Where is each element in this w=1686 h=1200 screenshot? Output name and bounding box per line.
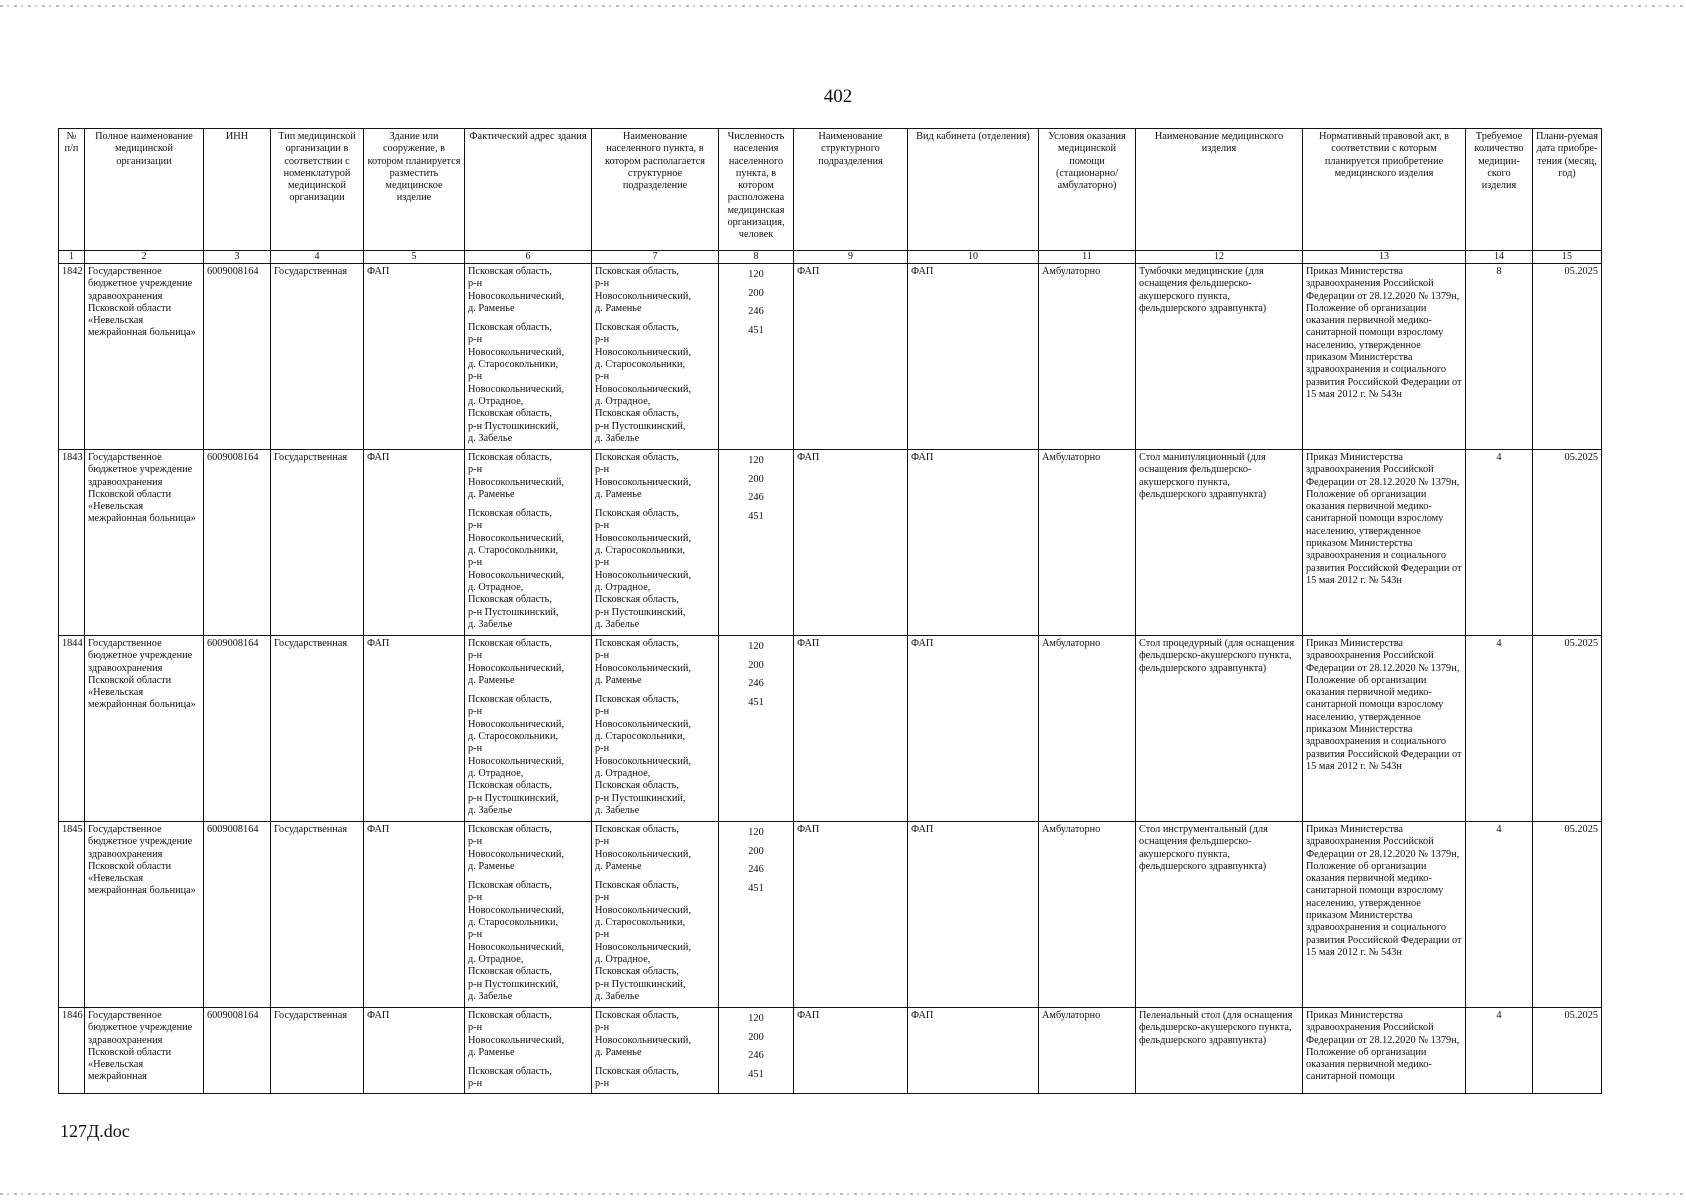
settlement-line: Псковская область, р-н Новосокольнический, д. Старосокольники, р-н Новосокольнический, д. Отрадное, Псковская область, р-н Пустошкинский, д. Забелье	[595, 880, 692, 1002]
settlement-cell	[592, 822, 719, 1008]
org-name: Государственное бюджетное учреждение здравоохранения Псковской области «Невельская межрайонная больница»	[85, 822, 204, 1008]
header-cell: Наименование населенного пункта, в котором располагается структурное подразделение	[592, 129, 719, 251]
population: 120 200 246 451	[719, 636, 794, 822]
address-cell	[465, 1008, 592, 1094]
header-cell: Наименование структурного подразделения	[794, 129, 908, 251]
quantity: 4	[1466, 636, 1533, 822]
column-number: 7	[592, 251, 719, 264]
structural-unit: ФАП	[794, 636, 908, 822]
org-name: Государственное бюджетное учреждение здравоохранения Псковской области «Невельская межрайонная	[85, 1008, 204, 1094]
care-conditions: Амбулаторно	[1039, 264, 1136, 450]
column-number: 11	[1039, 251, 1136, 264]
care-conditions: Амбулаторно	[1039, 450, 1136, 636]
header-cell: Наименование медицинского изделия	[1136, 129, 1303, 251]
settlement-cell	[592, 264, 719, 450]
legal-act: Приказ Министерства здравоохранения Российской Федерации от 28.12.2020 № 1379н, Положение об организации оказания первичной медико-санитарной помощи	[1303, 1008, 1466, 1094]
population: 120 200 246 451	[719, 450, 794, 636]
address-cell	[465, 636, 592, 822]
inn: 6009008164	[204, 636, 271, 822]
cabinet-type: ФАП	[908, 264, 1039, 450]
table-row	[59, 1008, 1602, 1094]
header-cell: Условия оказания медицинской помощи (стационарно/ амбулаторно)	[1039, 129, 1136, 251]
footer-filename: 127Д.doc	[60, 1121, 130, 1141]
address-line: Псковская область, р-н Новосокольнический, д. Старосокольники, р-н Новосокольнический, д. Отрадное, Псковская область, р-н Пустошкинский, д. Забелье	[468, 880, 565, 1002]
header-cell: Полное наименование медицинской организации	[85, 129, 204, 251]
cabinet-type: ФАП	[908, 1008, 1039, 1094]
quantity: 4	[1466, 450, 1533, 636]
column-number: 8	[719, 251, 794, 264]
settlement-line: Псковская область, р-н Новосокольнический, д. Раменье	[595, 824, 692, 872]
org-name: Государственное бюджетное учреждение здравоохранения Псковской области «Невельская межрайонная больница»	[85, 450, 204, 636]
device-name: Пеленальный стол (для оснащения фельдшерско-акушерского пункта, фельдшерского здравпункта)	[1136, 1008, 1303, 1094]
scan-edge-bottom	[0, 1193, 1686, 1195]
header-cell: Численность населения населенного пункта, в котором расположена медицинская организация, человек	[719, 129, 794, 251]
address-line: Псковская область, р-н Новосокольнический, д. Старосокольники, р-н Новосокольнический, д. Отрадное, Псковская область, р-н Пустошкинский, д. Забелье	[468, 322, 565, 444]
device-name: Стол инструментальный (для оснащения фельдшерско-акушерского пункта, фельдшерского здравпункта)	[1136, 822, 1303, 1008]
quantity: 4	[1466, 822, 1533, 1008]
row-number: 1842	[59, 264, 85, 450]
inn: 6009008164	[204, 264, 271, 450]
building: ФАП	[364, 1008, 465, 1094]
header-cell: Нормативный правовой акт, в соответствии с которым планируется приобретение медицинского изделия	[1303, 129, 1466, 251]
structural-unit: ФАП	[794, 264, 908, 450]
table-row	[59, 264, 1602, 450]
cabinet-type: ФАП	[908, 636, 1039, 822]
settlement-line: Псковская область, р-н	[595, 1066, 679, 1090]
settlement-line: Псковская область, р-н Новосокольнический, д. Старосокольники, р-н Новосокольнический, д. Отрадное, Псковская область, р-н Пустошкинский, д. Забелье	[595, 694, 692, 816]
population: 120 200 246 451	[719, 1008, 794, 1094]
column-number-row	[59, 251, 1602, 264]
care-conditions: Амбулаторно	[1039, 822, 1136, 1008]
column-number: 6	[465, 251, 592, 264]
table-row	[59, 450, 1602, 636]
header-cell: Фактический адрес здания	[465, 129, 592, 251]
registry-table	[58, 128, 1602, 1094]
header-cell: ИНН	[204, 129, 271, 251]
row-number: 1845	[59, 822, 85, 1008]
settlement-line: Псковская область, р-н Новосокольнический, д. Раменье	[595, 266, 692, 314]
org-type: Государственная	[271, 450, 364, 636]
legal-act: Приказ Министерства здравоохранения Российской Федерации от 28.12.2020 № 1379н, Положение об организации оказания первичной медико-санитарной помощи взрослому населению, утвержденное приказом Министерства здравоохранения и социального развития Российской Федерации от 15 мая 2012 г. № 543н	[1303, 822, 1466, 1008]
org-type: Государственная	[271, 822, 364, 1008]
org-name: Государственное бюджетное учреждение здравоохранения Псковской области «Невельская межрайонная больница»	[85, 264, 204, 450]
settlement-line: Псковская область, р-н Новосокольнический, д. Старосокольники, р-н Новосокольнический, д. Отрадное, Псковская область, р-н Пустошкинский, д. Забелье	[595, 322, 692, 444]
building: ФАП	[364, 450, 465, 636]
org-type: Государственная	[271, 264, 364, 450]
table-row	[59, 636, 1602, 822]
address-cell	[465, 264, 592, 450]
settlement-line: Псковская область, р-н Новосокольнический, д. Раменье	[595, 638, 692, 686]
header-cell: Здание или сооружение, в котором планируется разместить медицинское изделие	[364, 129, 465, 251]
structural-unit: ФАП	[794, 1008, 908, 1094]
org-type: Государственная	[271, 1008, 364, 1094]
settlement-cell	[592, 450, 719, 636]
inn: 6009008164	[204, 450, 271, 636]
settlement-line: Псковская область, р-н Новосокольнический, д. Раменье	[595, 452, 692, 500]
population: 120 200 246 451	[719, 822, 794, 1008]
planned-date: 05.2025	[1533, 1008, 1602, 1094]
column-number: 10	[908, 251, 1039, 264]
device-name: Стол процедурный (для оснащения фельдшерско-акушерского пункта, фельдшерского здравпункта)	[1136, 636, 1303, 822]
inn: 6009008164	[204, 1008, 271, 1094]
row-number: 1846	[59, 1008, 85, 1094]
cabinet-type: ФАП	[908, 822, 1039, 1008]
structural-unit: ФАП	[794, 822, 908, 1008]
org-type: Государственная	[271, 636, 364, 822]
header-cell: Плани-руемая дата приобре-тения (месяц, год)	[1533, 129, 1602, 251]
address-line: Псковская область, р-н Новосокольнический, д. Раменье	[468, 452, 565, 500]
header-cell: Вид кабинета (отделения)	[908, 129, 1039, 251]
building: ФАП	[364, 636, 465, 822]
quantity: 8	[1466, 264, 1533, 450]
legal-act: Приказ Министерства здравоохранения Российской Федерации от 28.12.2020 № 1379н, Положение об организации оказания первичной медико-санитарной помощи взрослому населению, утвержденное приказом Министерства здравоохранения и социального развития Российской Федерации от 15 мая 2012 г. № 543н	[1303, 636, 1466, 822]
address-cell	[465, 450, 592, 636]
planned-date: 05.2025	[1533, 822, 1602, 1008]
row-number: 1844	[59, 636, 85, 822]
planned-date: 05.2025	[1533, 264, 1602, 450]
structural-unit: ФАП	[794, 450, 908, 636]
header-cell: № п/п	[59, 129, 85, 251]
address-line: Псковская область, р-н Новосокольнический, д. Раменье	[468, 266, 565, 314]
legal-act: Приказ Министерства здравоохранения Российской Федерации от 28.12.2020 № 1379н, Положение об организации оказания первичной медико-санитарной помощи взрослому населению, утвержденное приказом Министерства здравоохранения и социального развития Российской Федерации от 15 мая 2012 г. № 543н	[1303, 450, 1466, 636]
settlement-line: Псковская область, р-н Новосокольнический, д. Старосокольники, р-н Новосокольнический, д. Отрадное, Псковская область, р-н Пустошкинский, д. Забелье	[595, 508, 692, 630]
address-line: Псковская область, р-н	[468, 1066, 552, 1090]
column-number: 1	[59, 251, 85, 264]
address-line: Псковская область, р-н Новосокольнический, д. Старосокольники, р-н Новосокольнический, д. Отрадное, Псковская область, р-н Пустошкинский, д. Забелье	[468, 508, 565, 630]
quantity: 4	[1466, 1008, 1533, 1094]
row-number: 1843	[59, 450, 85, 636]
column-number: 13	[1303, 251, 1466, 264]
settlement-line: Псковская область, р-н Новосокольнический, д. Раменье	[595, 1010, 692, 1058]
cabinet-type: ФАП	[908, 450, 1039, 636]
page-number: 402	[823, 86, 853, 107]
population: 120 200 246 451	[719, 264, 794, 450]
column-number: 15	[1533, 251, 1602, 264]
building: ФАП	[364, 264, 465, 450]
planned-date: 05.2025	[1533, 636, 1602, 822]
inn: 6009008164	[204, 822, 271, 1008]
device-name: Стол манипуляционный (для оснащения фельдшерско-акушерского пункта, фельдшерского здравпункта)	[1136, 450, 1303, 636]
column-number: 12	[1136, 251, 1303, 264]
address-line: Псковская область, р-н Новосокольнический, д. Раменье	[468, 824, 565, 872]
settlement-cell	[592, 1008, 719, 1094]
org-name: Государственное бюджетное учреждение здравоохранения Псковской области «Невельская межрайонная больница»	[85, 636, 204, 822]
header-cell: Тип медицинской организации в соответствии с номенклатурой медицинской организации	[271, 129, 364, 251]
care-conditions: Амбулаторно	[1039, 636, 1136, 822]
address-line: Псковская область, р-н Новосокольнический, д. Раменье	[468, 638, 565, 686]
header-cell: Требуемое количество медицин-ского изделия	[1466, 129, 1533, 251]
column-number: 2	[85, 251, 204, 264]
device-name: Тумбочки медицинские (для оснащения фельдшерско-акушерского пункта, фельдшерского здравпункта)	[1136, 264, 1303, 450]
planned-date: 05.2025	[1533, 450, 1602, 636]
column-number: 14	[1466, 251, 1533, 264]
settlement-cell	[592, 636, 719, 822]
address-line: Псковская область, р-н Новосокольнический, д. Раменье	[468, 1010, 565, 1058]
column-number: 4	[271, 251, 364, 264]
address-cell	[465, 822, 592, 1008]
legal-act: Приказ Министерства здравоохранения Российской Федерации от 28.12.2020 № 1379н, Положение об организации оказания первичной медико-санитарной помощи взрослому населению, утвержденное приказом Министерства здравоохранения и социального развития Российской Федерации от 15 мая 2012 г. № 543н	[1303, 264, 1466, 450]
column-number: 3	[204, 251, 271, 264]
address-line: Псковская область, р-н Новосокольнический, д. Старосокольники, р-н Новосокольнический, д. Отрадное, Псковская область, р-н Пустошкинский, д. Забелье	[468, 694, 565, 816]
column-number: 9	[794, 251, 908, 264]
header-row	[59, 129, 1602, 251]
table-row	[59, 822, 1602, 1008]
column-number: 5	[364, 251, 465, 264]
building: ФАП	[364, 822, 465, 1008]
care-conditions: Амбулаторно	[1039, 1008, 1136, 1094]
scan-edge-top	[0, 5, 1686, 7]
